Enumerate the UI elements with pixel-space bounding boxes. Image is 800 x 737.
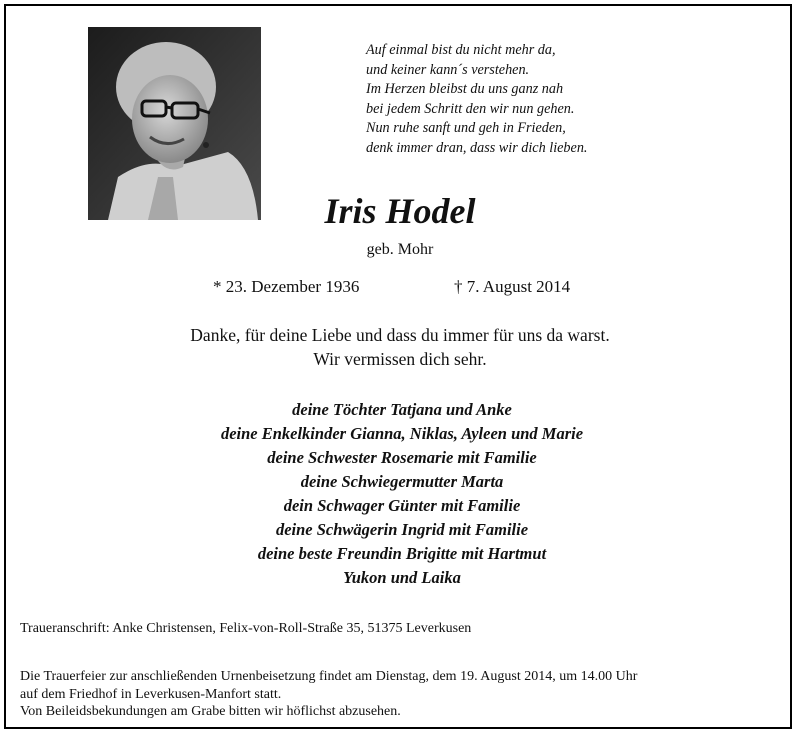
poem	[366, 41, 587, 159]
funeral-notice	[20, 668, 637, 721]
notice-line: Von Beileidsbekundungen am Grabe bitten wir höflichst abzusehen.	[20, 704, 401, 719]
birth-date: * 23. Dezember 1936	[213, 277, 360, 296]
poem-line: Auf einmal bist du nicht mehr da,	[366, 42, 556, 58]
thanks-line: Danke, für deine Liebe und dass du immer für uns da warst.	[190, 325, 610, 345]
deceased-name: Iris Hodel	[324, 191, 476, 231]
poem-line: bei jedem Schritt den wir nun gehen.	[366, 100, 575, 117]
mourner-line: deine Töchter Tatjana und Anke	[292, 400, 512, 419]
mourner-line: deine Schwester Rosemarie mit Familie	[267, 448, 537, 467]
mourner-line: deine beste Freundin Brigitte mit Hartmut	[257, 544, 547, 563]
poem-line: Im Herzen bleibst du uns ganz nah	[366, 81, 564, 98]
mourner-line: deine Schwiegermutter Marta	[300, 472, 504, 491]
mourning-address: Traueranschrift: Anke Christensen, Felix-von-Roll-Straße 35, 51375 Leverkusen	[20, 621, 472, 636]
poem-line: und keiner kann´s verstehen.	[366, 61, 530, 78]
thanks-line: Wir vermissen dich sehr.	[313, 349, 487, 369]
notice-line: Die Trauerfeier zur anschließenden Urnenbeisetzung findet am Dienstag, dem 19. August 2014, um 14.00 Uhr	[20, 669, 638, 684]
mourner-line: Yukon und Laika	[343, 568, 461, 587]
mourner-line: deine Schwägerin Ingrid mit Familie	[275, 520, 529, 539]
mourner-line: deine Enkelkinder Gianna, Niklas, Ayleen und Marie	[220, 424, 584, 443]
poem-line: Nun ruhe sanft und geh in Frieden,	[366, 120, 566, 137]
mourner-line: dein Schwager Günter mit Familie	[283, 496, 521, 515]
death-date: † 7. August 2014	[454, 277, 571, 296]
poem-line: denk immer dran, dass wir dich lieben.	[366, 139, 588, 156]
thanks-message	[0, 323, 800, 371]
notice-line: auf dem Friedhof in Leverkusen-Manfort statt.	[20, 686, 282, 702]
mourners-list	[0, 398, 800, 590]
birth-name: geb. Mohr	[366, 241, 434, 258]
